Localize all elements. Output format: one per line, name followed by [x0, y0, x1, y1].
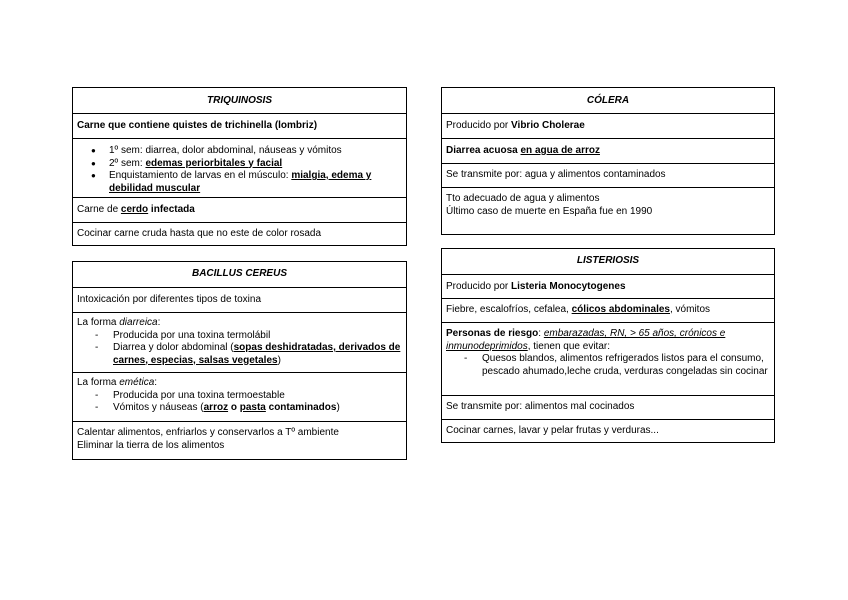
symptom-encysting: ● Enquistamiento de larvas en el músculo: mialgia, edema y debilidad muscular	[109, 170, 402, 195]
bacillus-intoxication: Intoxicación por diferentes tipos de toxina	[73, 287, 406, 312]
colera-card	[441, 87, 775, 235]
triquinosis-source: Carne de cerdo infectada	[73, 197, 406, 222]
bacillus-card	[72, 261, 407, 460]
listeriosis-risk: Personas de riesgo: embarazadas, RN, > 65 años, crónicos e inmunodeprimidos, tienen que evitar: - Quesos blandos, alimentos refrigerados listos para el consumo, pescado ahumado,leche cruda, verduras congeladas sin cocinar	[442, 322, 774, 395]
emetic-toxin: - Producida por una toxina termoestable	[113, 390, 402, 403]
listeriosis-card	[441, 248, 775, 443]
symptom-week1: ● 1º sem: diarrea, dolor abdominal, náuseas y vómitos	[109, 145, 402, 158]
colera-transmission: Se transmite por: agua y alimentos contaminados	[442, 163, 774, 187]
colera-diarrhea: Diarrea acuosa en agua de arroz	[442, 138, 774, 163]
listeriosis-prevention: Cocinar carnes, lavar y pelar frutas y verduras...	[442, 419, 774, 442]
triquinosis-symptoms	[73, 138, 406, 197]
listeriosis-title: LISTERIOSIS	[576, 255, 640, 266]
triquinosis-prevention: Cocinar carne cruda hasta que no este de color rosada	[73, 222, 406, 245]
colera-notes: Tto adecuado de agua y alimentos Último caso de muerte en España fue en 1990	[442, 187, 774, 234]
bacillus-diarrheic: La forma diarreica: - Producida por una toxina termolábil - Diarrea y dolor abdominal (sopas deshidratadas, derivados de carnes, especias, salsas vegetales)	[73, 312, 406, 372]
emetic-symptoms: - Vómitos y náuseas (arroz o pasta contaminados)	[113, 402, 402, 415]
risk-foods: - Quesos blandos, alimentos refrigerados listos para el consumo, pescado ahumado,leche cruda, verduras congeladas sin cocinar	[482, 353, 770, 378]
symptom-week2: ● 2º sem: edemas periorbitales y facial	[109, 158, 402, 171]
triquinosis-agent: Carne que contiene quistes de trichinella (lombriz)	[73, 113, 406, 138]
listeriosis-symptoms: Fiebre, escalofríos, cefalea, cólicos abdominales, vómitos	[442, 298, 774, 322]
diarrheic-symptoms: - Diarrea y dolor abdominal (sopas deshidratadas, derivados de carnes, especias, salsas vegetales)	[113, 342, 402, 367]
colera-agent: Producido por Vibrio Cholerae	[442, 113, 774, 138]
triquinosis-card	[72, 87, 407, 246]
bacillus-title: BACILLUS CEREUS	[191, 268, 287, 279]
bacillus-prevention: Calentar alimentos, enfriarlos y conservarlos a Tº ambiente Eliminar la tierra de los alimentos	[73, 421, 406, 459]
triquinosis-title: TRIQUINOSIS	[206, 95, 272, 106]
colera-title: CÓLERA	[586, 95, 630, 106]
diarrheic-toxin: - Producida por una toxina termolábil	[113, 330, 402, 343]
listeriosis-agent: Producido por Listeria Monocytogenes	[442, 274, 774, 298]
listeriosis-transmission: Se transmite por: alimentos mal cocinados	[442, 395, 774, 419]
bacillus-emetic: La forma emética: - Producida por una toxina termoestable - Vómitos y náuseas (arroz o pasta contaminados)	[73, 372, 406, 421]
